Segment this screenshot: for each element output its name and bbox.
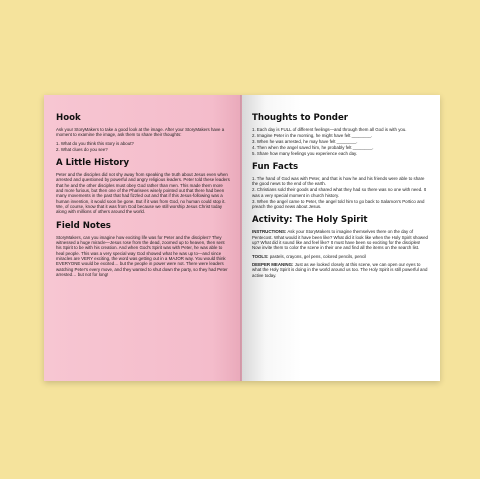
- fun-facts-list: [252, 176, 430, 209]
- hook-heading: Hook: [56, 113, 81, 123]
- thought-item: 2. Imagine Peter in the morning, he might have felt ________.: [252, 132, 373, 138]
- fun-fact-item: 3. When the angel came to Peter, the angel told him to go back to Salamon's Portico and preach the good news about Jesus.: [252, 198, 425, 209]
- right-page: [242, 95, 440, 381]
- fun-fact-item: 2. Christians sold their goods and shared what they had so there was no one with need. It was a very special moment in church history.: [252, 187, 427, 198]
- thoughts-heading: Thoughts to Ponder: [252, 113, 349, 123]
- thought-item: 4. Then when the angel saved him, he probably felt ________.: [252, 144, 374, 150]
- activity-heading: Activity: The Holy Spirit: [252, 215, 368, 226]
- field-notes-body: StoryMakers, can you imagine how exciting life was for Peter and the disciples? They witnessed a huge miracle—Jesus rose from the dead, zoomed up to heaven, then sent his Spirit to be with his creation. And when God's Spirit was with Peter, he was able to heal people. This was a very special way God showed what he was up to—and since miracles are VERY exciting, the word was getting out in a MAJOR way. You would think EVERYONE would be excited… but the people in power were not. There were leaders watching Peter's every move, and they wanted to shut down the party, so they had Peter arrested… but not for long!: [56, 234, 228, 278]
- thought-item: 3. When he was arrested, he may have felt ________.: [252, 138, 358, 144]
- meaning-text: Just as we looked closely at this scene, we can open our eyes to what the Holy Spirit is doing in the world around us too. The Holy Spirit is still powerful and active today.: [252, 262, 428, 278]
- instructions-label: INSTRUCTIONS:: [252, 229, 287, 235]
- left-page: [44, 95, 242, 381]
- open-book: [44, 95, 440, 381]
- activity-tools: [252, 254, 430, 259]
- hook-question: 2. What clues do you see?: [56, 146, 108, 152]
- thought-item: 5. Share how many feelings you experience each day.: [252, 150, 358, 156]
- meaning-label: DEEPER MEANING:: [252, 262, 294, 268]
- fun-fact-item: 1. The hand of God was with Peter, and that is how he and his friends were able to share the good news to the end of the earth.: [252, 176, 425, 187]
- hook-section: [56, 113, 230, 152]
- thoughts-list: [252, 127, 430, 156]
- field-notes-section: [56, 221, 230, 278]
- activity-instructions: [252, 229, 430, 250]
- fun-facts-heading: Fun Facts: [252, 162, 299, 173]
- fun-facts-section: [252, 162, 430, 209]
- history-section: [56, 158, 230, 215]
- thoughts-section: [252, 113, 430, 156]
- activity-meaning: [252, 262, 430, 278]
- hook-questions: [56, 141, 230, 152]
- instructions-text: Ask your StoryMakers to imagine themselves there on the day of Pentecost. What would it have been like? What did it look like when the Holy Spirit showed up? What did it sound like and feel like? It must have been so exciting for the disciples! Now invite them to color the scene in their one and find all the items on the search list.: [252, 229, 428, 251]
- activity-section: [252, 215, 430, 278]
- hook-question: 1. What do you think this story is about?: [56, 140, 134, 146]
- hook-intro: Ask your StoryMakers to take a good look at the image. After your StoryMakers have a moment to examine the image, ask them to share their thoughts:: [56, 127, 225, 138]
- thought-item: 1. Each day is FULL of different feelings—and through them all God is with you.: [252, 127, 407, 132]
- field-notes-heading: Field Notes: [56, 220, 111, 231]
- history-heading: A Little History: [56, 157, 130, 168]
- tools-text: pastels, crayons, gel pens, colored pencils, pencil: [268, 253, 367, 259]
- history-body: Peter and the disciples did not shy away from speaking the truth about Jesus even when arrested and questioned by powerful and angry religious leaders. Peter told these leaders that he and the other disciples must obey God rather than men. This made them more and more furious, but then one of the Pharisees wisely pointed out that there had been many movements in the past that had fizzled out and that if this Jesus-following was a human invention, it would soon be gone. But if it was from God, no human could stop it. We, of course, know that it was from God because we still worship Jesus Christ today along with millions of others around the world.: [56, 171, 230, 215]
- tools-label: TOOLS:: [252, 253, 269, 259]
